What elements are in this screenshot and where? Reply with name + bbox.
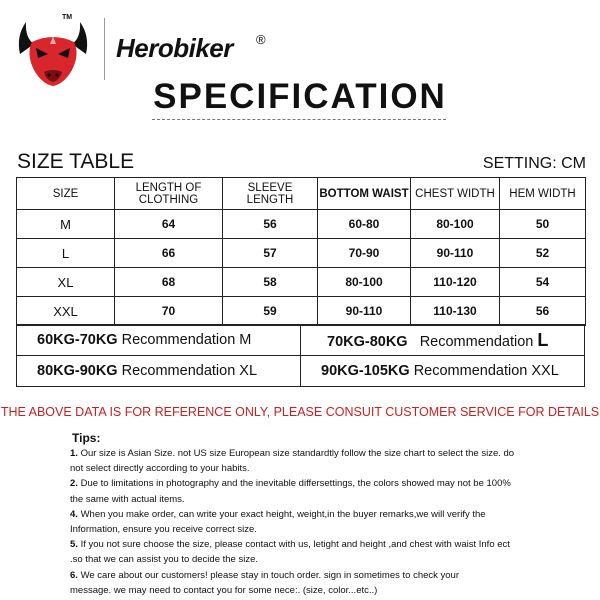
tip-line: 6. We care about our customers! please stay in touch order. sign in sometimes to check your (70, 569, 459, 581)
unit-setting: SETTING: CM (482, 155, 586, 172)
brand-name: Herobiker (116, 33, 233, 63)
table-cell: 58 (223, 268, 318, 297)
tips-list (70, 446, 538, 598)
table-cell: 80-100 (411, 210, 500, 239)
table-cell: L (17, 239, 115, 268)
header-divider (104, 18, 105, 80)
tip-line: .so that we can assist you to decide the size. (70, 554, 258, 566)
disclaimer-text: THE ABOVE DATA IS FOR REFERENCE ONLY, PLEASE CONSUIT CUSTOMER SERVICE FOR DETAILS (0, 405, 600, 419)
tip-line: 4. When you make order, can write your exact height, weight,in the buyer remarks,we will verify the (70, 508, 486, 520)
table-cell: M (17, 210, 115, 239)
size-table-title: SIZE TABLE (17, 150, 135, 173)
table-cell: 90-110 (318, 297, 411, 326)
table-cell: 68 (115, 268, 223, 297)
tip-line: message. we may need to contact you for some nece:. (size, color...etc..) (70, 584, 378, 596)
weight-range: 60KG-70KG (37, 332, 118, 348)
table-row (17, 210, 586, 239)
table-cell: 56 (500, 297, 586, 326)
recommendation-row (17, 356, 585, 387)
tip-line: not select directly according to your habits. (70, 463, 250, 475)
weight-range: 80KG-90KG (37, 363, 118, 379)
table-cell: 64 (115, 210, 223, 239)
trademark: TM (62, 14, 73, 21)
table-cell: 110-130 (411, 297, 500, 326)
table-row (17, 268, 586, 297)
table-cell: 90-110 (411, 239, 500, 268)
registered-mark: ® (256, 32, 266, 47)
table-cell: 80-100 (318, 268, 411, 297)
size-table (16, 177, 586, 326)
recommendation-table (16, 324, 585, 387)
table-cell: 66 (115, 239, 223, 268)
tip-line: Information, ensure you receive correct size. (70, 524, 257, 536)
table-cell: 60-80 (318, 210, 411, 239)
tip-line: the same with actual items. (70, 493, 185, 505)
recommendation-row (17, 325, 585, 356)
recommendation-text: Recommendation XXL (413, 363, 559, 379)
table-cell: 110-120 (411, 268, 500, 297)
recommendation-cell (17, 325, 301, 356)
tip-line: 5. If you not sure choose the size, please contact with us, letight and height ,and chest with waist Info ect (70, 539, 510, 551)
recommendation-cell (301, 325, 585, 356)
column-header: CHEST WIDTH (411, 178, 500, 210)
column-header: SLEEVE LENGTH (223, 178, 318, 210)
recommendation-cell (301, 356, 585, 387)
tip-line: 1. Our size is Asian Size. not US size European size standardtly follow the size chart to select the size. do (70, 448, 515, 459)
recommendation-text: Recommendation M (121, 332, 252, 348)
recommendation-text: Recommendation XL (121, 363, 258, 379)
column-header: BOTTOM WAIST (318, 178, 411, 210)
table-cell: XXL (17, 297, 115, 326)
tips-title: Tips: (72, 431, 101, 445)
table-cell: 56 (223, 210, 318, 239)
table-row (17, 239, 586, 268)
title-dashed-divider (152, 119, 446, 120)
table-cell: 70 (115, 297, 223, 326)
recommendation-text: Recommendation (419, 333, 534, 350)
recommendation-cell (17, 356, 301, 387)
table-cell: 50 (500, 210, 586, 239)
size-table-header-row (17, 178, 586, 210)
column-header: SIZE (17, 178, 115, 210)
table-cell: 57 (223, 239, 318, 268)
table-cell: 59 (223, 297, 318, 326)
page-title: SPECIFICATION (153, 77, 447, 116)
column-header: HEM WIDTH (500, 178, 586, 210)
recommendation-size: L (537, 329, 549, 350)
table-cell: 52 (500, 239, 586, 268)
tip-line: 2. Due to limitations in photography and the inevitable differsettings, the colors showed may not be 100% (70, 478, 511, 490)
weight-range: 90KG-105KG (321, 363, 410, 379)
table-cell: 54 (500, 268, 586, 297)
weight-range: 70KG-80KG (327, 333, 408, 350)
table-cell: 70-90 (318, 239, 411, 268)
table-row (17, 297, 586, 326)
table-cell: XL (17, 268, 115, 297)
column-header: LENGTH OF CLOTHING (115, 178, 223, 210)
